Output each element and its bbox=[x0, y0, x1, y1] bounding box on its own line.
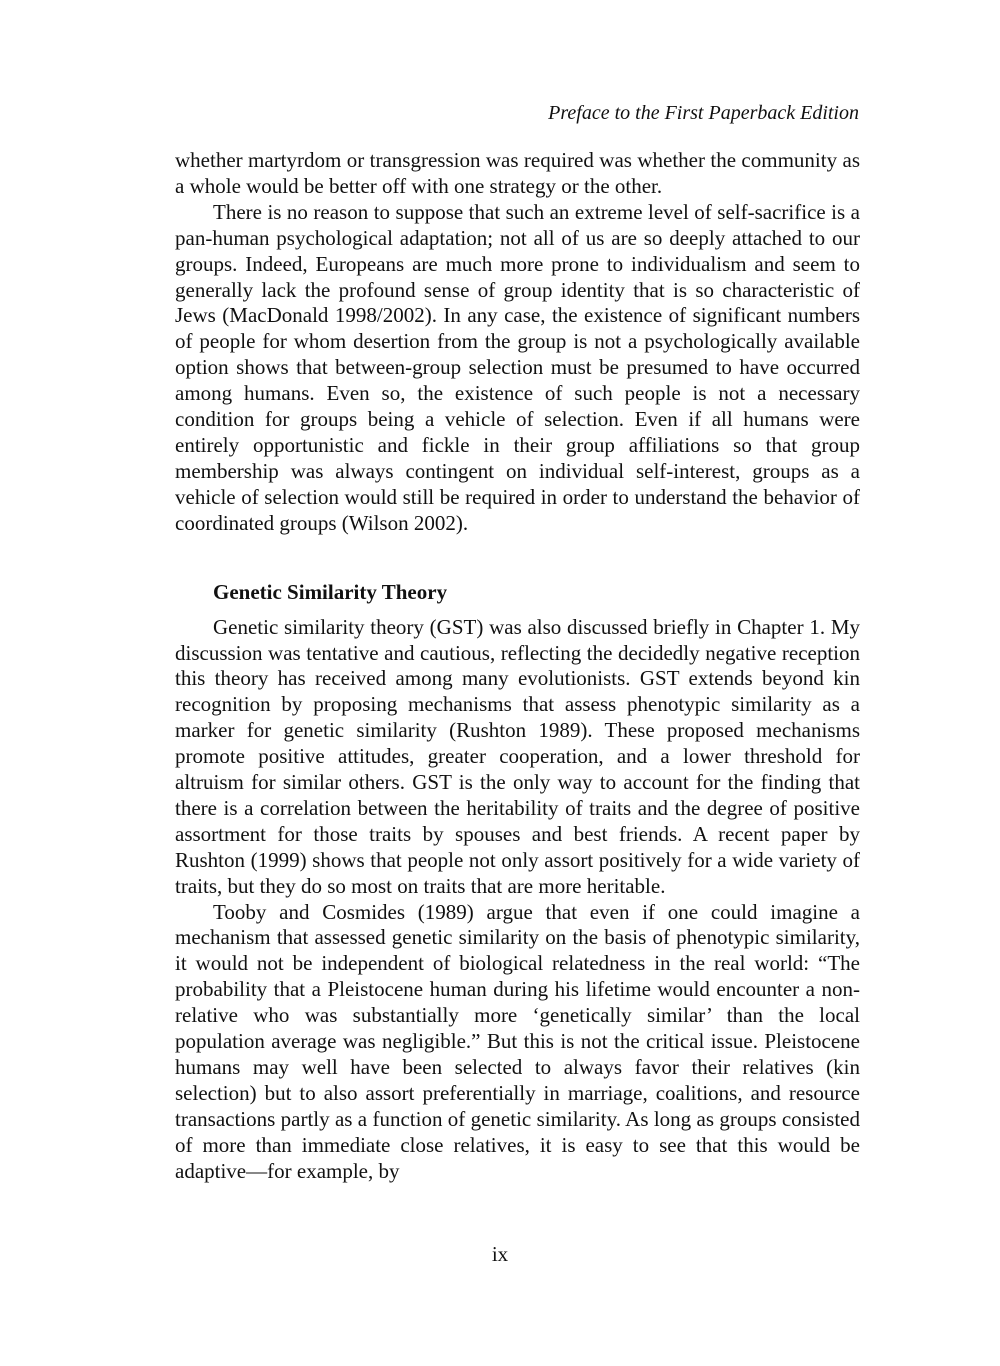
paragraph-self-sacrifice: There is no reason to suppose that such an extreme level of self-sacrifice is a pan-human psychological adaptation; not all of us are so deeply attached to our groups. Indeed, Europeans are much more prone to individualism and seem to generally lack the profound sense of group identity that is so characteristic of Jews (MacDonald 1998/2002). In any case, the existence of significant numbers of people for whom desertion from the group is not a psychologically available option shows that between-group selection must be presumed to have occurred among humans. Even so, the existence of such people is not a necessary condition for groups being a vehicle of selection. Even if all humans were entirely opportunistic and fickle in their group affiliations so that group membership was always contingent on individual self-interest, groups as a vehicle of selection would still be required in order to understand the behavior of coordinated groups (Wilson 2002). bbox=[175, 199, 860, 535]
section-heading: Genetic Similarity Theory bbox=[213, 579, 448, 604]
page-number: ix bbox=[491, 1242, 509, 1266]
paragraph-tooby-cosmides: Tooby and Cosmides (1989) argue that even if one could imagine a mechanism that assessed genetic similarity on the basis of phenotypic similarity, it would not be independent of biological relatedness in the real world: “The probability that a Pleistocene human during his lifetime would encounter a non-relative who was substantially more ‘genetically similar’ than the local population average was negligible.” But this is not the critical issue. Pleistocene humans may well have been selected to always favor their relatives (kin selection) but to also assort preferentially in marriage, coalitions, and resource transactions partly as a function of genetic similarity. As long as groups consisted of more than immediate close relatives, it is easy to see that this would be adaptive—for example, by bbox=[175, 899, 860, 1183]
paragraph-gst-intro: Genetic similarity theory (GST) was also discussed briefly in Chapter 1. My discussion was tentative and cautious, reflecting the decidedly negative reception this theory has received among many evolutionists. GST extends beyond kin recognition by proposing mechanisms that assess phenotypic similarity as a marker for genetic similarity (Rushton 1989). These proposed mechanisms promote positive attitudes, greater cooperation, and a lower threshold for altruism for similar others. GST is the only way to account for the finding that there is a correlation between the heritability of traits and the degree of positive assortment for those traits by spouses and best friends. A recent paper by Rushton (1999) shows that people not only assort positively for a wide variety of traits, but they do so most on traits that are more heritable. bbox=[175, 614, 860, 898]
paragraph-continuation: whether martyrdom or transgression was required was whether the community as a whole would be better off with one strategy or the other. bbox=[175, 148, 860, 198]
running-head: Preface to the First Paperback Edition bbox=[548, 102, 859, 124]
body-text bbox=[175, 148, 860, 1185]
